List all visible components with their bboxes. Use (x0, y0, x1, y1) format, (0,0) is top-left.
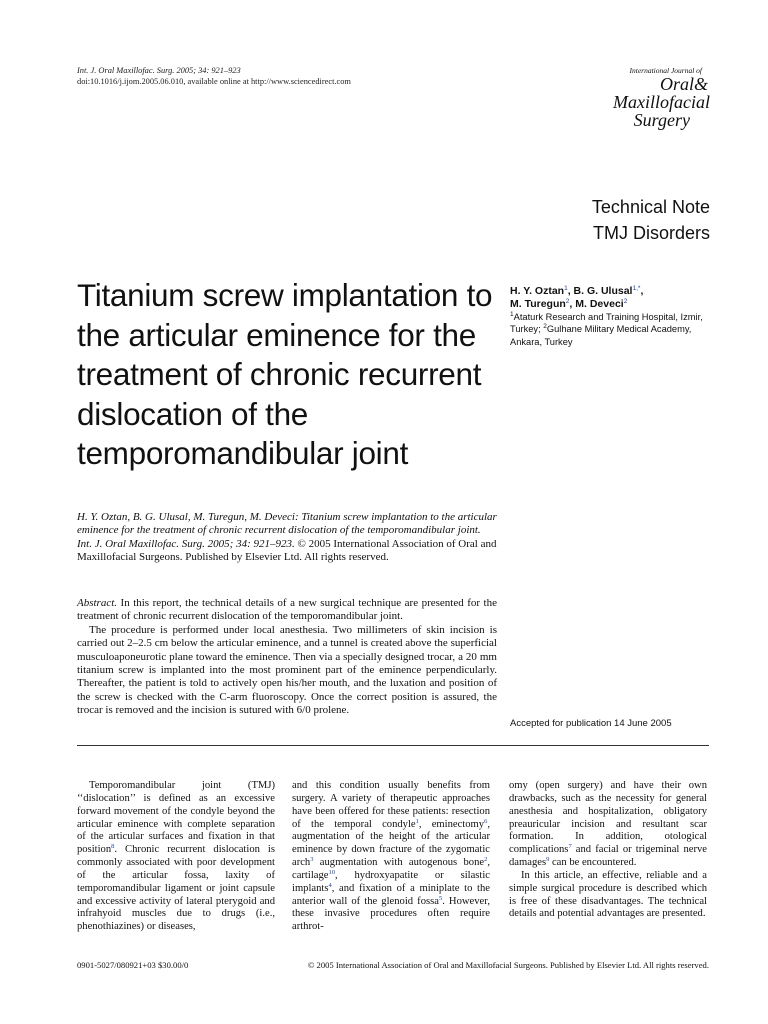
citation-copyright: © 2005 International Association of Oral and Maxillofacial Surgeons. Published by Elsevier Ltd. All rights reserved. (77, 537, 497, 564)
reference-link[interactable]: 3 (310, 856, 314, 864)
article-type (592, 194, 710, 246)
body-text: Temporomandibular joint (TMJ) ‘‘dislocation’’ is defined as an excessive forward movement of the condyle beyond the articular eminence with complete separation of the articular surfaces and fixation in that position (77, 780, 275, 856)
body-text: augmentation with autogenous bone (313, 857, 485, 869)
abstract-label: Abstract. (77, 597, 118, 609)
body-paragraph (292, 780, 490, 934)
body-text: omy (open surgery) and have their own drawbacks, such as the necessity for general anesthesia and hospitalization, obligatory preauricular incision and resultant scar formation. In addition, otological complications (509, 780, 707, 856)
body-column-1 (77, 780, 275, 934)
body-paragraph: In this article, an effective, reliable and a simple surgical procedure is described which is free of these disadvantages. The technical details and potential advantages are presented. (509, 869, 707, 920)
body-text: , hydroxyapatite or silastic implants (292, 869, 490, 894)
logo-small-text: International Journal of (629, 66, 702, 75)
body-text: . Chronic recurrent dislocation is commonly associated with poor development of the articular fossa, laxity of temporomandibular ligament or joint capsule and excessive activity of lateral pterygoid and infrahyoid muscles due to drugs (i.e., phenothiazines) or diseases, (77, 844, 275, 933)
logo-line-2: Maxillofacial (613, 92, 710, 112)
body-text: can be encountered. (549, 857, 637, 869)
accepted-date: Accepted for publication 14 June 2005 (510, 718, 672, 729)
reference-link[interactable]: 7 (568, 843, 572, 851)
affiliation-ref[interactable]: 2 (623, 297, 628, 305)
section-divider (77, 745, 709, 746)
reference-link[interactable]: 5 (438, 894, 443, 902)
body-text: , and fixation of a miniplate to the anterior wall of the glenoid fossa (292, 882, 490, 907)
abstract-text: In this report, the technical details of a new surgical technique are presented for the treatment of chronic recurrent dislocation of the temporomandibular joint. (77, 597, 498, 623)
reference-link[interactable]: 9 (546, 856, 550, 864)
body-column-2 (292, 780, 490, 934)
reference-link[interactable]: 4 (328, 881, 332, 889)
journal-logo (613, 66, 710, 129)
article-citation (77, 511, 497, 565)
citation-italic: H. Y. Oztan, B. G. Ulusal, M. Turegun, M. Deveci: Titanium screw implantation to the articular eminence for the treatment of chronic recurrent dislocation of the temporomandibular joint. Int. J. Oral Maxillofac. Surg. 2005; 34: 921–923. (77, 511, 497, 550)
logo-line-3: Surgery (633, 110, 690, 130)
abstract-paragraph-2: The procedure is performed under local anesthesia. Two millimeters of skin incision is carried out 2–2.5 cm below the articular eminence, and a tunnel is created above the superficial musculoaponeurotic plane toward the eminence. Then via a specially designed trocar, a 20 mm titanium screw is implanted into the most prominent part of the eminence perpendicularly. Thereafter, the patient is told to actively open his/her mouth, and the luxation and position of the screw is checked with the C-arm fluoroscopy. Once the correct position is assured, the trocar is removed and the incision is sutured with 6/0 prolene. (77, 623, 497, 717)
doi-line[interactable]: doi:10.1016/j.ijom.2005.06.010, available online at http://www.sciencedirect.com (77, 76, 351, 86)
author-name: M. Turegun (510, 297, 566, 310)
logo-line-1: Oral& (659, 74, 708, 94)
footer-code: 0901-5027/080921+03 $30.00/0 (77, 960, 189, 970)
abstract (77, 597, 497, 718)
journal-cite: Int. J. Oral Maxillofac. Surg. 2005; 34: 921–923 (77, 66, 241, 75)
reference-link[interactable]: 8 (111, 843, 115, 851)
body-text: , cartilage (292, 857, 490, 881)
journal-citation-header (77, 66, 351, 87)
page-footer (77, 960, 709, 970)
author-name: M. Deveci (575, 297, 624, 310)
reference-link[interactable]: 2 (484, 856, 488, 864)
reference-link[interactable]: 1 (415, 817, 419, 825)
author-name: B. G. Ulusal (573, 285, 633, 297)
affiliation-ref[interactable]: 1,* (632, 285, 641, 292)
article-title: Titanium screw implantation to the articular eminence for the treatment of chronic recurrent dislocation of the temporomandibular joint (77, 277, 493, 471)
affiliation-number: 2 (543, 323, 547, 331)
affiliation-ref[interactable]: 2 (565, 297, 570, 305)
affiliation-text: Gulhane Military Medical Academy, Ankara, Turkey (510, 324, 692, 347)
abstract-paragraph-1 (77, 597, 497, 624)
body-paragraph (509, 780, 707, 870)
body-paragraph (77, 780, 275, 934)
body-text: and facial or trigeminal nerve damages (509, 844, 707, 869)
body-text: , augmentation of the height of the articular eminence by down fracture of the zygomatic arch (292, 818, 490, 869)
author-name: H. Y. Oztan (510, 285, 565, 297)
affiliations (510, 311, 720, 348)
reference-link[interactable]: 10 (328, 868, 335, 876)
reference-link[interactable]: 6 (484, 817, 488, 825)
affiliation-text: Ataturk Research and Training Hospital, Izmir, Turkey; (510, 312, 703, 335)
body-text: , eminectomy (418, 818, 485, 830)
article-type-line-1: Technical Note (591, 197, 710, 217)
footer-copyright: © 2005 International Association of Oral and Maxillofacial Surgeons. Published by Elsevier Ltd. All rights reserved. (307, 960, 709, 970)
author-list: H. Y. Oztan$^1$, B. G. Ulusal$^{1,*}$, M. Turegun$^2$, M. Deveci$^2$ (510, 285, 644, 310)
affiliation-ref[interactable]: 1 (564, 285, 568, 292)
affiliation-number: 1 (510, 311, 514, 318)
article-type-line-2: TMJ Disorders (592, 223, 710, 243)
body-column-3 (509, 780, 707, 921)
body-text: and this condition usually benefits from surgery. A variety of therapeutic approaches have been offered for these patients: resection of the temporal condyle (292, 780, 490, 830)
body-text: . However, these invasive procedures often require arthrot- (292, 895, 490, 933)
